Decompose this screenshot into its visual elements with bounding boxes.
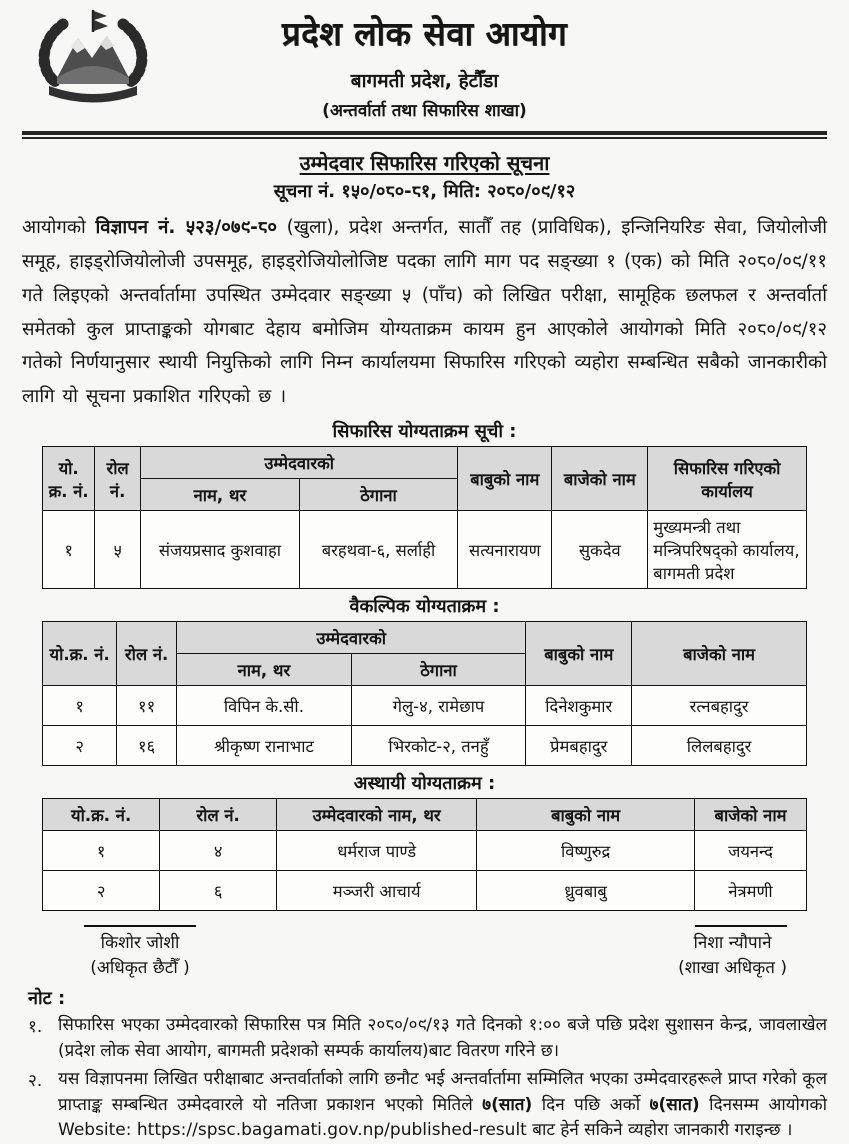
note-text-segment: दिन पछि अर्को [532,1094,650,1115]
org-title: प्रदेश लोक सेवा आयोग [281,14,568,53]
note-number: १. [28,1017,43,1038]
cell-grandfather: सुकदेव [552,511,648,589]
cell-office: मुख्यमन्त्री तथा मन्त्रिपरिषद्को कार्यालय, बागमती प्रदेश [648,511,807,589]
signature-row [84,925,787,978]
table-row [43,511,807,589]
cell-sn: १ [43,511,95,589]
recommended-table [42,446,807,589]
col-header-roll: रोल नं. [117,622,177,686]
cell-name: संजयप्रसाद कुशवाहा [141,511,300,589]
cell-roll: ६ [160,871,277,911]
cell-address: बरहथवा-६, सर्लाही [299,511,458,589]
table-row [43,871,807,911]
temporary-table [42,798,807,911]
notice-number-date: सूचना नं. १५०/०८०-८१, मिति: २०८०/०९/१२ [273,181,576,202]
signature-line [695,925,787,927]
col-header-address: ठेगाना [299,479,458,511]
note-text-segment: दिनसम्म आयोगको Website: [58,1094,827,1141]
signer-title: (शाखा अधिकृत ) [678,958,787,979]
col-header-sn: यो.क्र. नं. [43,622,117,686]
note-text-segment: यस विज्ञापनमा लिखित परीक्षाबाट अन्तर्वार्ताको लागि छनौट भई अन्तर्वार्तामा सम्मिलित भएका उम्मेदवारहरूले प्राप्त गरेको कूल प्राप्ताङ्क सम्बन्धित उम्मेदवारले यो नतिजा प्रकाशन भएको मितिले [58,1069,827,1115]
result-website-url: https://spsc.bagamati.gov.np/published-result [136,1120,527,1141]
org-location: बागमती प्रदेश, हेटौँडा [350,70,499,92]
col-header-father: बाबुको नाम [477,799,695,831]
cell-sn: १ [43,686,117,726]
note-bold-days: ७(सात) [649,1094,700,1115]
notice-body [22,211,827,414]
cell-father: प्रेमबहादुर [526,726,632,766]
notice-title: उम्मेदवार सिफारिस गरिएको सूचना [299,151,550,175]
col-header-name: उम्मेदवारको नाम, थर [277,799,477,831]
cell-father: ध्रुवबाबु [477,871,695,911]
col-header-father: बाबुको नाम [526,622,632,686]
cell-name: विपिन के.सी. [177,686,352,726]
col-header-sn: यो. क्र. नं. [43,447,95,511]
cell-address: गेलु-४, रामेछाप [351,686,526,726]
recommended-table-heading: सिफारिस योग्यताक्रम सूची : [332,421,517,443]
org-branch: (अन्तर्वार्ता तथा सिफारिस शाखा) [322,101,527,121]
document-header [22,6,827,121]
body-text: (खुला), प्रदेश अन्तर्गत, सातौँ तह (प्राविधिक), इन्जिनियरिङ सेवा, जियोलोजी समूह, हाइड्रोजियोलोजी उपसमूह, हाइड्रोजियोलोजिष्ट पदका लागि माग पद सङ्ख्या १ (एक) को मिति २०८०/०९/११ गते लिइएको अन्तर्वार्तामा उपस्थित उम्मेदवार सङ्ख्या ५ (पाँच) को लिखित परीक्षा, सामूहिक छलफल र अन्तर्वार्ता समेतको कुल प्राप्ताङ्कको योगबाट देहाय बमोजिम योग्यताक्रम कायम हुन आएकोले आयोगको मिति २०८०/०९/१२ गतेको निर्णयानुसार स्थायी नियुक्तिको लागि निम्न कार्यालयमा सिफारिस गरिएको व्यहोरा सम्बन्धित सबैको जानकारीको लागि यो सूचना प्रकाशित गरिएको छ । [22,217,827,408]
note-text: सिफारिस भएका उम्मेदवारको सिफारिस पत्र मिति २०८०/०९/१३ गते दिनको १:०० बजे पछि प्रदेश सुशासन केन्द्र, जावलाखेल (प्रदेश लोक सेवा आयोग, बागमती प्रदेशको सम्पर्क कार्यालय)बाट वितरण गरिने छ। [58,1015,827,1061]
note-item-2 [28,1067,827,1144]
col-header-address: ठेगाना [351,654,526,686]
col-header-roll: रोल नं. [95,447,141,511]
col-header-grandfather: बाजेको नाम [632,622,807,686]
note-number: २. [28,1071,43,1092]
col-header-office: सिफारिस गरिएको कार्यालय [648,447,807,511]
cell-grandfather: नेत्रमणी [695,871,807,911]
cell-sn: २ [43,726,117,766]
col-header-father: बाबुको नाम [458,447,552,511]
note-item-1 [28,1013,827,1064]
nepal-emblem-icon [32,8,154,112]
col-header-roll: रोल नं. [160,799,277,831]
cell-name: मञ्जरी आचार्य [277,871,477,911]
col-header-grandfather: बाजेको नाम [552,447,648,511]
col-header-name: नाम, थर [177,654,352,686]
body-text: आयोगको [22,217,96,238]
temporary-table-heading: अस्थायी योग्यताक्रम : [353,773,496,795]
cell-roll: ११ [117,686,177,726]
signer-name: निशा न्यौपाने [693,933,772,954]
col-header-name: नाम, थर [141,479,300,511]
cell-father: दिनेशकुमार [526,686,632,726]
signer-title: (अधिकृत छैटौँ ) [90,958,190,979]
cell-grandfather: जयनन्द [695,831,807,871]
table-row [43,726,807,766]
cell-grandfather: लिलबहादुर [632,726,807,766]
notes-label: नोट : [28,988,66,1010]
table-row [43,686,807,726]
cell-address: भिरकोट-२, तनहुँ [351,726,526,766]
cell-roll: १६ [117,726,177,766]
cell-name: धर्मराज पाण्डे [277,831,477,871]
cell-sn: २ [43,871,160,911]
advertisement-number: विज्ञापन नं. ५२३/०७९-८० [95,217,278,238]
header-divider [22,131,827,139]
col-header-candidate: उम्मेदवारको [141,447,458,479]
table-row [43,831,807,871]
cell-sn: १ [43,831,160,871]
col-header-sn: यो.क्र. नं. [43,799,160,831]
signature-left [84,925,196,978]
alternative-table [42,621,807,766]
alternative-table-heading: वैकल्पिक योग्यताक्रम : [349,596,500,618]
cell-roll: ५ [95,511,141,589]
col-header-candidate: उम्मेदवारको [177,622,526,654]
note-text [58,1067,827,1144]
signature-line [84,925,196,927]
cell-name: श्रीकृष्ण रानाभाट [177,726,352,766]
cell-father: विष्णुरुद्र [477,831,695,871]
col-header-grandfather: बाजेको नाम [695,799,807,831]
cell-father: सत्यनारायण [458,511,552,589]
signer-name: किशोर जोशी [100,933,180,954]
signature-right [678,925,787,978]
cell-roll: ४ [160,831,277,871]
note-bold-days: ७(सात) [482,1094,533,1115]
note-text-segment: बाट हेर्न सकिने व्यहोरा जानकारी गराइन्छ । [526,1120,793,1141]
cell-grandfather: रत्नबहादुर [632,686,807,726]
